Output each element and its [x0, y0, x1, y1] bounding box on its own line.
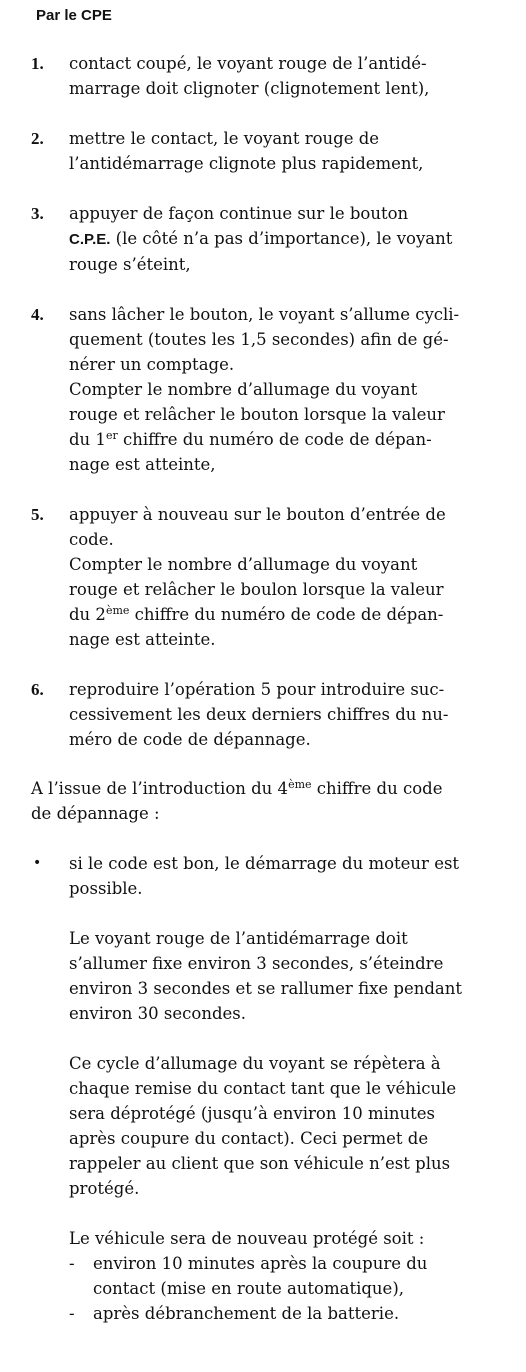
step-number: 6.	[31, 680, 44, 699]
step-2	[0, 126, 526, 176]
paragraph	[69, 851, 509, 901]
step-number: 4.	[31, 305, 44, 324]
text-line: appuyer de façon continue sur le bouton	[69, 204, 409, 223]
section-heading: Par le CPE	[36, 7, 112, 24]
text-line: nage est atteinte.	[69, 630, 216, 649]
dash-item-text	[93, 1251, 509, 1301]
text-line: rappeler au client que son véhicule n’est plus	[69, 1154, 451, 1173]
text-fragment: chiffre du code	[311, 779, 443, 798]
ordinal-suffix: ème	[105, 604, 130, 617]
text-line: environ 10 minutes après la coupure du	[93, 1254, 428, 1273]
text-fragment: A l’issue de l’introduction du 4	[31, 779, 289, 798]
result-bullet	[0, 851, 526, 1326]
text-line	[69, 226, 509, 252]
paragraph	[69, 926, 509, 1026]
text-line	[31, 776, 511, 801]
text-line: l’antidémarrage clignote plus rapidement,	[69, 154, 424, 173]
text-line: Le voyant rouge de l’antidémarrage doit	[69, 929, 408, 948]
bullet-text	[69, 851, 509, 1326]
dash-item-text	[93, 1301, 509, 1326]
text-line: reproduire l’opération 5 pour introduire suc-	[69, 680, 445, 699]
text-line: s’allumer fixe environ 3 secondes, s’éteindre	[69, 954, 444, 973]
text-line: nage est atteinte,	[69, 455, 216, 474]
text-line: protégé.	[69, 1179, 140, 1198]
text-line: cessivement les deux derniers chiffres du nu-	[69, 705, 449, 724]
text-line: Compter le nombre d’allumage du voyant	[69, 555, 418, 574]
step-text	[69, 126, 509, 176]
paragraph	[69, 1226, 509, 1326]
text-line: Le véhicule sera de nouveau protégé soit :	[69, 1229, 425, 1248]
step-text	[69, 302, 509, 477]
step-1	[0, 51, 526, 101]
text-line: nérer un comptage.	[69, 355, 235, 374]
text-line: Ce cycle d’allumage du voyant se répètera à	[69, 1054, 441, 1073]
procedure-steps	[0, 51, 526, 777]
step-6	[0, 677, 526, 752]
text-line: après débranchement de la batterie.	[93, 1304, 400, 1323]
text-line: méro de code de dépannage.	[69, 730, 311, 749]
text-line: quement (toutes les 1,5 secondes) afin de gé-	[69, 330, 449, 349]
text-fragment: chiffre du numéro de code de dépan-	[129, 605, 444, 624]
text-line: mettre le contact, le voyant rouge de	[69, 129, 380, 148]
text-fragment: (le côté n’a pas d’importance), le voyant	[110, 229, 453, 248]
text-line: environ 30 secondes.	[69, 1004, 246, 1023]
text-line: après coupure du contact). Ceci permet de	[69, 1129, 429, 1148]
text-line: Compter le nombre d’allumage du voyant	[69, 380, 418, 399]
dash-icon: -	[69, 1254, 75, 1273]
dash-icon: -	[69, 1304, 75, 1323]
step-number: 2.	[31, 129, 44, 148]
dash-list-item	[69, 1301, 509, 1326]
step-text	[69, 51, 509, 101]
result-intro	[31, 776, 511, 826]
text-line: rouge s’éteint,	[69, 255, 191, 274]
text-line: si le code est bon, le démarrage du moteur est	[69, 854, 460, 873]
text-line	[69, 602, 509, 627]
step-number: 5.	[31, 505, 44, 524]
dash-list-item	[69, 1251, 509, 1301]
text-line: possible.	[69, 879, 143, 898]
text-line: code.	[69, 530, 114, 549]
text-line: de dépannage :	[31, 804, 160, 823]
text-line: marrage doit clignoter (clignotement lent),	[69, 79, 430, 98]
text-line: sera déprotégé (jusqu’à environ 10 minutes	[69, 1104, 436, 1123]
step-text	[69, 677, 509, 752]
text-line: sans lâcher le bouton, le voyant s’allume cycli-	[69, 305, 460, 324]
text-line: chaque remise du contact tant que le véhicule	[69, 1079, 457, 1098]
text-line: rouge et relâcher le bouton lorsque la valeur	[69, 405, 445, 424]
text-line: environ 3 secondes et se rallumer fixe pendant	[69, 979, 462, 998]
button-name-cpe: C.P.E.	[69, 231, 111, 248]
step-3	[0, 201, 526, 277]
text-line: contact coupé, le voyant rouge de l’antidé-	[69, 54, 427, 73]
step-text	[69, 201, 509, 277]
step-number: 3.	[31, 204, 44, 223]
text-fragment: chiffre du numéro de code de dépan-	[117, 430, 432, 449]
text-line: rouge et relâcher le boulon lorsque la valeur	[69, 580, 444, 599]
ordinal-suffix: ème	[288, 778, 312, 791]
step-4	[0, 302, 526, 477]
paragraph	[69, 1051, 509, 1201]
step-text	[69, 502, 509, 652]
bullet-icon: •	[33, 855, 42, 871]
ordinal-suffix: er	[105, 429, 118, 442]
step-5	[0, 502, 526, 652]
text-line: appuyer à nouveau sur le bouton d’entrée de	[69, 505, 446, 524]
text-line	[69, 427, 509, 452]
text-fragment: du 2	[69, 605, 106, 624]
step-number: 1.	[31, 54, 44, 73]
text-line: contact (mise en route automatique),	[93, 1279, 405, 1298]
text-fragment: du 1	[69, 430, 106, 449]
